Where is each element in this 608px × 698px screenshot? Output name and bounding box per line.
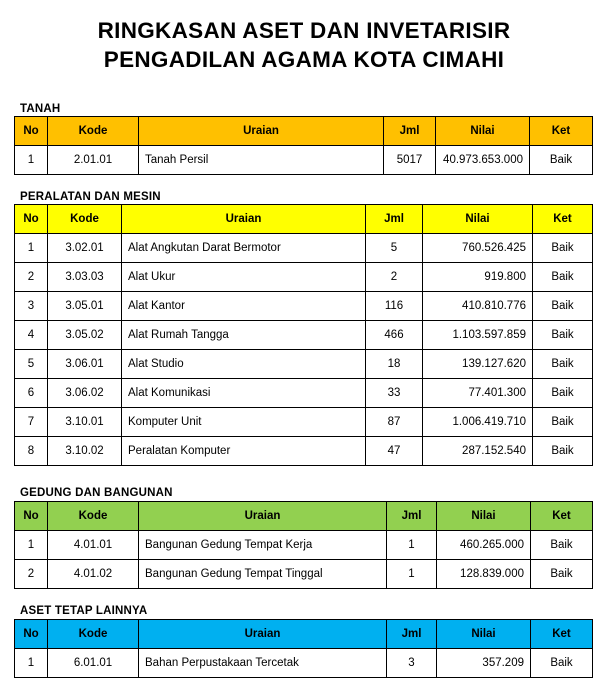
cell-ket: Baik (533, 263, 593, 292)
cell-no: 3 (15, 292, 48, 321)
col-header-kode: Kode (48, 205, 122, 234)
cell-nilai: 1.103.597.859 (423, 321, 533, 350)
cell-ket: Baik (533, 234, 593, 263)
cell-no: 1 (15, 531, 48, 560)
cell-uraian: Bangunan Gedung Tempat Tinggal (139, 560, 387, 589)
cell-no: 1 (15, 649, 48, 678)
cell-nilai: 919.800 (423, 263, 533, 292)
cell-kode: 3.06.01 (48, 350, 122, 379)
section-label-peralatan: PERALATAN DAN MESIN (20, 191, 161, 203)
cell-ket: Baik (533, 292, 593, 321)
cell-no: 2 (15, 560, 48, 589)
cell-ket: Baik (531, 649, 593, 678)
col-header-kode: Kode (48, 620, 139, 649)
col-header-ket: Ket (531, 620, 593, 649)
cell-uraian: Bangunan Gedung Tempat Kerja (139, 531, 387, 560)
table-row (15, 263, 593, 292)
col-header-no: No (15, 620, 48, 649)
cell-uraian: Tanah Persil (139, 146, 384, 175)
cell-kode: 2.01.01 (48, 146, 139, 175)
cell-nilai: 40.973.653.000 (436, 146, 530, 175)
col-header-jml: Jml (387, 620, 437, 649)
cell-ket: Baik (533, 408, 593, 437)
cell-nilai: 460.265.000 (437, 531, 531, 560)
cell-jml: 466 (366, 321, 423, 350)
cell-no: 6 (15, 379, 48, 408)
cell-jml: 1 (387, 560, 437, 589)
cell-no: 1 (15, 234, 48, 263)
cell-ket: Baik (533, 379, 593, 408)
cell-jml: 3 (387, 649, 437, 678)
cell-jml: 47 (366, 437, 423, 466)
table-header-row (15, 117, 593, 146)
col-header-ket: Ket (533, 205, 593, 234)
cell-ket: Baik (533, 321, 593, 350)
col-header-ket: Ket (531, 502, 593, 531)
col-header-nilai: Nilai (437, 620, 531, 649)
cell-jml: 2 (366, 263, 423, 292)
col-header-jml: Jml (387, 502, 437, 531)
col-header-no: No (15, 205, 48, 234)
cell-nilai: 287.152.540 (423, 437, 533, 466)
cell-kode: 6.01.01 (48, 649, 139, 678)
col-header-uraian: Uraian (139, 620, 387, 649)
table-row (15, 560, 593, 589)
cell-ket: Baik (533, 437, 593, 466)
cell-uraian: Bahan Perpustakaan Tercetak (139, 649, 387, 678)
col-header-jml: Jml (366, 205, 423, 234)
cell-kode: 3.02.01 (48, 234, 122, 263)
cell-no: 1 (15, 146, 48, 175)
title-line-1: RINGKASAN ASET DAN INVETARISIR (97, 18, 511, 43)
table-peralatan (14, 204, 593, 466)
cell-uraian: Komputer Unit (122, 408, 366, 437)
table-row (15, 649, 593, 678)
cell-kode: 3.10.02 (48, 437, 122, 466)
table-tanah (14, 116, 593, 175)
title-line-2: PENGADILAN AGAMA KOTA CIMAHI (103, 47, 505, 72)
cell-uraian: Alat Ukur (122, 263, 366, 292)
cell-jml: 18 (366, 350, 423, 379)
col-header-ket: Ket (530, 117, 593, 146)
section-label-tanah: TANAH (20, 103, 61, 115)
col-header-kode: Kode (48, 502, 139, 531)
section-label-gedung: GEDUNG DAN BANGUNAN (20, 487, 173, 499)
col-header-jml: Jml (384, 117, 436, 146)
cell-nilai: 139.127.620 (423, 350, 533, 379)
cell-kode: 3.03.03 (48, 263, 122, 292)
table-header-row (15, 620, 593, 649)
cell-kode: 4.01.01 (48, 531, 139, 560)
col-header-uraian: Uraian (122, 205, 366, 234)
cell-no: 7 (15, 408, 48, 437)
col-header-no: No (15, 117, 48, 146)
cell-ket: Baik (530, 146, 593, 175)
cell-no: 2 (15, 263, 48, 292)
cell-kode: 3.10.01 (48, 408, 122, 437)
table-header-row (15, 205, 593, 234)
cell-nilai: 760.526.425 (423, 234, 533, 263)
table-header-row (15, 502, 593, 531)
cell-uraian: Alat Rumah Tangga (122, 321, 366, 350)
cell-uraian: Peralatan Komputer (122, 437, 366, 466)
cell-uraian: Alat Studio (122, 350, 366, 379)
table-row (15, 379, 593, 408)
cell-kode: 3.05.01 (48, 292, 122, 321)
cell-nilai: 410.810.776 (423, 292, 533, 321)
cell-jml: 5017 (384, 146, 436, 175)
table-row (15, 234, 593, 263)
cell-uraian: Alat Kantor (122, 292, 366, 321)
cell-uraian: Alat Komunikasi (122, 379, 366, 408)
cell-kode: 3.05.02 (48, 321, 122, 350)
cell-ket: Baik (533, 350, 593, 379)
table-aset (14, 619, 593, 678)
cell-jml: 116 (366, 292, 423, 321)
table-row (15, 350, 593, 379)
table-gedung (14, 501, 593, 589)
table-row (15, 531, 593, 560)
cell-jml: 87 (366, 408, 423, 437)
cell-nilai: 357.209 (437, 649, 531, 678)
section-label-aset: ASET TETAP LAINNYA (20, 605, 148, 617)
col-header-nilai: Nilai (423, 205, 533, 234)
cell-ket: Baik (531, 531, 593, 560)
table-row (15, 408, 593, 437)
cell-nilai: 77.401.300 (423, 379, 533, 408)
table-row (15, 321, 593, 350)
cell-ket: Baik (531, 560, 593, 589)
col-header-no: No (15, 502, 48, 531)
cell-kode: 3.06.02 (48, 379, 122, 408)
cell-jml: 1 (387, 531, 437, 560)
cell-jml: 33 (366, 379, 423, 408)
cell-uraian: Alat Angkutan Darat Bermotor (122, 234, 366, 263)
cell-no: 8 (15, 437, 48, 466)
cell-jml: 5 (366, 234, 423, 263)
cell-no: 4 (15, 321, 48, 350)
col-header-nilai: Nilai (436, 117, 530, 146)
col-header-uraian: Uraian (139, 117, 384, 146)
cell-nilai: 1.006.419.710 (423, 408, 533, 437)
cell-nilai: 128.839.000 (437, 560, 531, 589)
col-header-uraian: Uraian (139, 502, 387, 531)
cell-kode: 4.01.02 (48, 560, 139, 589)
document-title (0, 16, 608, 74)
cell-no: 5 (15, 350, 48, 379)
col-header-kode: Kode (48, 117, 139, 146)
col-header-nilai: Nilai (437, 502, 531, 531)
table-row (15, 146, 593, 175)
table-row (15, 292, 593, 321)
table-row (15, 437, 593, 466)
